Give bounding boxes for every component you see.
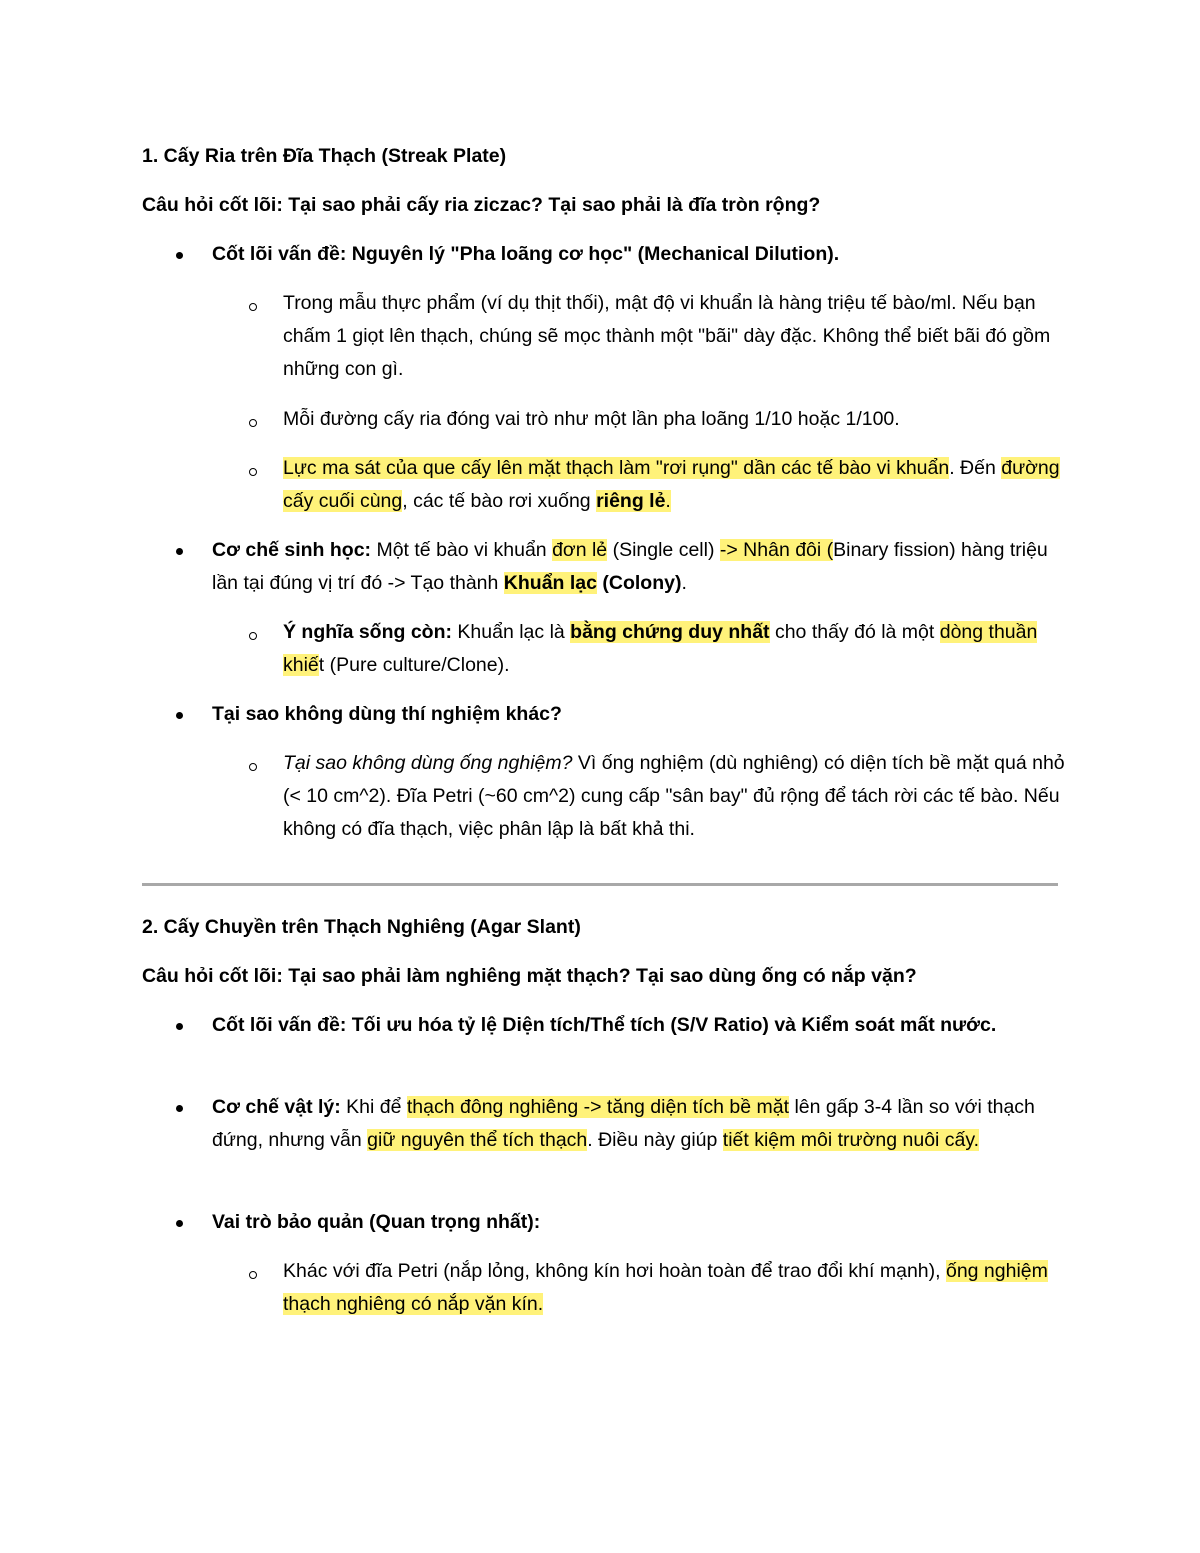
subbullet-test-tube [283,747,1073,846]
highlight-text: -> Nhân đôi ( [719,539,834,561]
bullet-text: Cốt lõi vấn đề: Tối ưu hóa tỷ lệ Diện tích/Thể tích (S/V Ratio) và Kiểm soát mất nước. [212,1014,997,1036]
text-run: Khác với đĩa Petri (nắp lỏng, không kín hơi hoàn toàn để trao đổi khí mạnh), [283,1260,946,1282]
highlight-text: ống nghiệm thạch nghiêng có nắp vặn kín. [283,1260,1048,1315]
bullet-icon [176,548,183,555]
circle-bullet-icon [249,419,257,427]
bullet-icon [176,252,183,259]
bullet-biological-mechanism [212,534,1062,600]
bullet-text: Cốt lõi vấn đề: Nguyên lý "Pha loãng cơ học" (Mechanical Dilution). [212,243,840,265]
highlight-bold-text: Khuẩn lạc [503,572,597,594]
highlight-text: tiết kiệm môi trường nuôi cấy. [722,1129,980,1151]
highlight-text: thạch đông nghiêng -> tăng diện tích bề mặt [406,1096,790,1118]
italic-question: Tại sao không dùng ống nghiệm? [283,752,573,774]
bullet-why-not-other [212,698,1062,731]
subbullet-text: Trong mẫu thực phẩm (ví dụ thịt thối), mật độ vi khuẩn là hàng triệu tế bào/ml. Nếu bạn chấm 1 giọt lên thạch, chúng sẽ mọc thành một "bãi" dày đặc. Không thể biết bãi đó gồm những con gì. [283,292,1051,380]
section-2-core-question: Câu hỏi cốt lõi: Tại sao phải làm nghiêng mặt thạch? Tại sao dùng ống có nắp vặn? [142,965,917,987]
circle-bullet-icon [249,763,257,771]
subbullet-dilution-step [283,403,1073,436]
bullet-preservation-role [212,1206,1062,1239]
section-1-heading: 1. Cấy Ria trên Đĩa Thạch (Streak Plate) [142,145,507,167]
circle-bullet-icon [249,632,257,640]
section-2-heading: 2. Cấy Chuyền trên Thạch Nghiêng (Agar Slant) [142,916,581,938]
bullet-text: Vai trò bảo quản (Quan trọng nhất): [212,1211,541,1233]
text-run: Một tế bào vi khuẩn [371,539,553,561]
subbullet-text: Mỗi đường cấy ria đóng vai trò như một lần pha loãng 1/10 hoặc 1/100. [283,408,900,430]
highlight-text: Lực ma sát của que cấy lên mặt thạch làm "rơi rụng" dần các tế bào vi khuẩn [283,457,950,479]
bold-text: (Colony) [596,572,682,594]
bullet-icon [176,712,183,719]
text-run: . [681,572,687,594]
highlight-text: đơn lẻ [552,539,608,561]
text-run: t (Pure culture/Clone). [318,654,510,676]
text-run: (Single cell) [607,539,720,561]
highlight-text: . [665,490,671,512]
subbullet-friction [283,452,1073,518]
highlight-bold-text: bằng chứng duy nhất [570,621,770,643]
text-run: Vì ống nghiệm (dù nghiêng) có diện tích bề mặt quá nhỏ (< 10 cm^2). Đĩa Petri (~60 cm^2) cung cấp "sân bay" đủ rộng để tách rời các tế bào. Nếu không có đĩa thạch, việc phân lập là bất khả thi. [283,752,1065,840]
highlight-text: đường cấy cuối cùng [283,457,1060,512]
bullet-icon [176,1220,183,1227]
bullet-icon [176,1105,183,1112]
highlight-text: dòng thuần khiế [283,621,1038,676]
circle-bullet-icon [249,468,257,476]
subbullet-sample-density [283,287,1073,386]
bullet-text: Tại sao không dùng thí nghiệm khác? [212,703,562,725]
bullet-label: Cơ chế vật lý: [212,1096,341,1118]
text-run: . Đến [949,457,1002,479]
bullet-label: Cơ chế sinh học: [212,539,372,561]
text-run: lên gấp 3-4 lần so với thạch đứng, nhưng vẫn [212,1096,1035,1151]
text-run: Binary fission) hàng triệu lần tại đúng vị trí đó -> Tạo thành [212,539,1048,594]
text-run: , các tế bào rơi xuống [402,490,597,512]
circle-bullet-icon [249,303,257,311]
highlight-bold-text: riêng lẻ [596,490,666,512]
horizontal-divider [142,883,1058,886]
highlight-text: giữ nguyên thể tích thạch [367,1129,588,1151]
bullet-physical-mechanism [212,1091,1062,1157]
text-run: Khi để [340,1096,407,1118]
bullet-core-issue [212,238,1062,271]
text-run: Khuẩn lạc là [452,621,571,643]
text-run: . Điều này giúp [587,1129,723,1151]
subbullet-survival-meaning [283,616,1073,682]
section-1-core-question: Câu hỏi cốt lõi: Tại sao phải cấy ria ziczac? Tại sao phải là đĩa tròn rộng? [142,194,821,216]
subbullet-petri-vs-tube [283,1255,1073,1321]
circle-bullet-icon [249,1271,257,1279]
bullet-label: Ý nghĩa sống còn: [283,621,452,643]
bullet-core-issue-2 [212,1009,1062,1042]
text-run: cho thấy đó là một [769,621,940,643]
bullet-icon [176,1023,183,1030]
